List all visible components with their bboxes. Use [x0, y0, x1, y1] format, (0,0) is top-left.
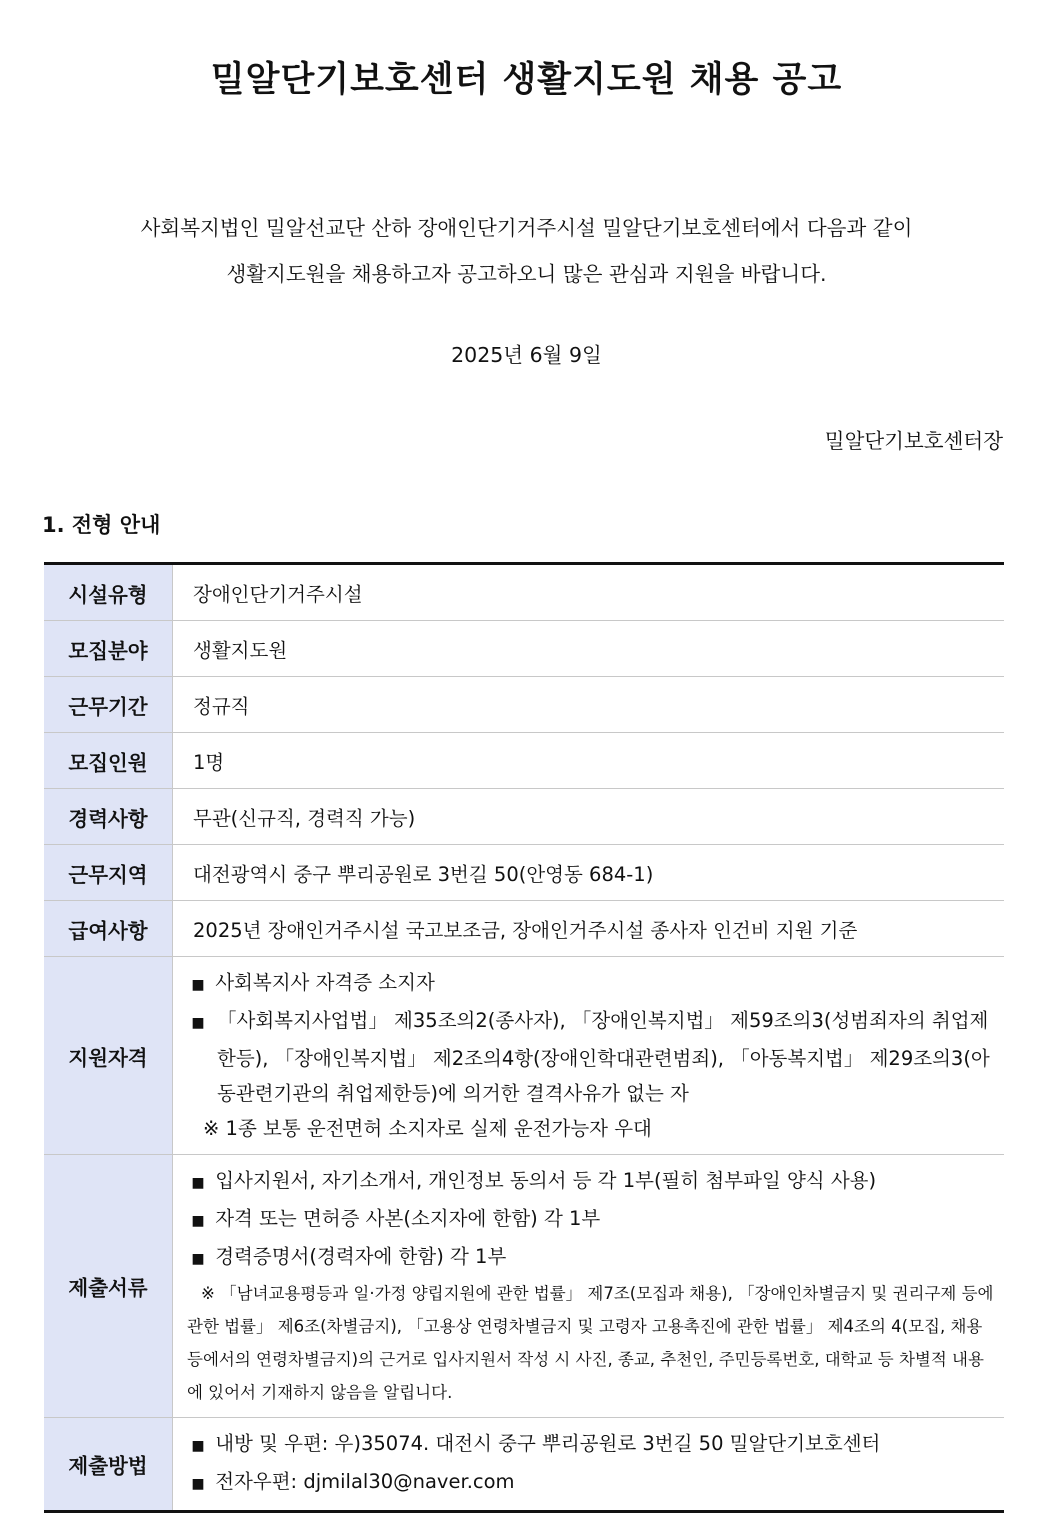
bullet-square-icon: ■	[191, 1175, 205, 1191]
row-label: 모집분야	[44, 621, 173, 677]
email-text: 전자우편: djmilal30@naver.com	[215, 1470, 515, 1493]
qualifications-row	[44, 957, 1004, 1155]
table-row	[44, 733, 1004, 789]
table-row	[44, 564, 1004, 621]
method-content	[173, 1418, 1005, 1512]
bullet-square-icon: ■	[191, 1476, 205, 1492]
row-label: 모집인원	[44, 733, 173, 789]
notice-date: 2025년 6월 9일	[451, 343, 602, 367]
row-value: 1명	[173, 733, 1005, 789]
recruitment-info-table	[44, 562, 1004, 1513]
list-item	[187, 1426, 994, 1464]
row-label: 근무지역	[44, 845, 173, 901]
table-row	[44, 845, 1004, 901]
list-item	[187, 1003, 990, 1111]
row-label: 제출서류	[44, 1155, 173, 1418]
table-row	[44, 789, 1004, 845]
table-row	[44, 901, 1004, 957]
row-value: 정규직	[173, 677, 1005, 733]
table-row	[44, 621, 1004, 677]
reference-mark-icon: ※	[201, 1284, 215, 1303]
list-item	[187, 1163, 994, 1201]
documents-row	[44, 1155, 1004, 1418]
intro-line-1: 사회복지법인 밀알선교단 산하 장애인단기거주시설 밀알단기보호센터에서 다음과 같이	[140, 216, 913, 240]
bullet-square-icon: ■	[191, 1213, 205, 1229]
note-text: 「남녀교용평등과 일·가정 양립지원에 관한 법률」 제7조(모집과 채용), 「장애인차별금지 및 권리구제 등에 관한 법률」 제6조(차별금지), 「고용상 연령차별금지 및 고령자 고용촉진에 관한 법률」 제4조의 4(모집, 채용 등에서의 연령차별금지)의 근거로 입사지원서 작성 시 사진, 종교, 추천인, 주민등록번호, 대학교 등 차별적 내용에 있어서 기재하지 않음을 알립니다.	[187, 1284, 994, 1402]
intro-paragraph	[0, 205, 1053, 297]
bullet-square-icon: ■	[191, 1251, 205, 1267]
documents-content	[173, 1155, 1005, 1418]
list-item-text: 자격 또는 면허증 사본(소지자에 한함) 각 1부	[215, 1207, 601, 1230]
method-row	[44, 1418, 1004, 1512]
list-item	[187, 1464, 994, 1502]
row-label: 근무기간	[44, 677, 173, 733]
list-item	[187, 965, 990, 1003]
list-item-text: 내방 및 우편: 우)35074. 대전시 중구 뿌리공원로 3번길 50 밀알단기보호센터	[215, 1432, 881, 1455]
row-label: 지원자격	[44, 957, 173, 1155]
signature: 밀알단기보호센터장	[824, 429, 1003, 453]
bullet-square-icon: ■	[191, 977, 205, 993]
page-title: 밀알단기보호센터 생활지도원 채용 공고	[210, 60, 843, 100]
qualifications-content	[173, 957, 1005, 1155]
list-item-text: 사회복지사 자격증 소지자	[215, 971, 435, 994]
row-value: 무관(신규직, 경력직 가능)	[173, 789, 1005, 845]
anti-discrimination-note	[187, 1277, 994, 1409]
list-item-text: 경력증명서(경력자에 한함) 각 1부	[215, 1245, 507, 1268]
table-row	[44, 677, 1004, 733]
row-value: 2025년 장애인거주시설 국고보조금, 장애인거주시설 종사자 인건비 지원 기준	[173, 901, 1005, 957]
list-item	[187, 1201, 994, 1239]
bullet-square-icon: ■	[191, 1438, 205, 1454]
bullet-square-icon: ■	[191, 1015, 205, 1031]
intro-line-2: 생활지도원을 채용하고자 공고하오니 많은 관심과 지원을 바랍니다.	[226, 262, 827, 286]
row-value: 대전광역시 중구 뿌리공원로 3번길 50(안영동 684-1)	[173, 845, 1005, 901]
list-item-text: 「사회복지사업법」 제35조의2(종사자), 「장애인복지법」 제59조의3(성범죄자의 취업제한등), 「장애인복지법」 제2조의4항(장애인학대관련범죄), 「아동복지법」 제29조의3(아동관련기관의 취업제한등)에 의거한 결격사유가 없는 자	[217, 1009, 990, 1105]
row-value: 생활지도원	[173, 621, 1005, 677]
row-label: 경력사항	[44, 789, 173, 845]
row-label: 시설유형	[44, 564, 173, 621]
section-title: 1. 전형 안내	[42, 513, 161, 537]
list-item-text: 입사지원서, 자기소개서, 개인정보 동의서 등 각 1부(필히 첨부파일 양식 사용)	[215, 1169, 877, 1192]
list-item	[187, 1239, 994, 1277]
row-label: 급여사항	[44, 901, 173, 957]
preference-note: ※ 1종 보통 운전면허 소지자로 실제 운전가능자 우대	[203, 1117, 652, 1140]
row-label: 제출방법	[44, 1418, 173, 1512]
row-value: 장애인단기거주시설	[173, 564, 1005, 621]
